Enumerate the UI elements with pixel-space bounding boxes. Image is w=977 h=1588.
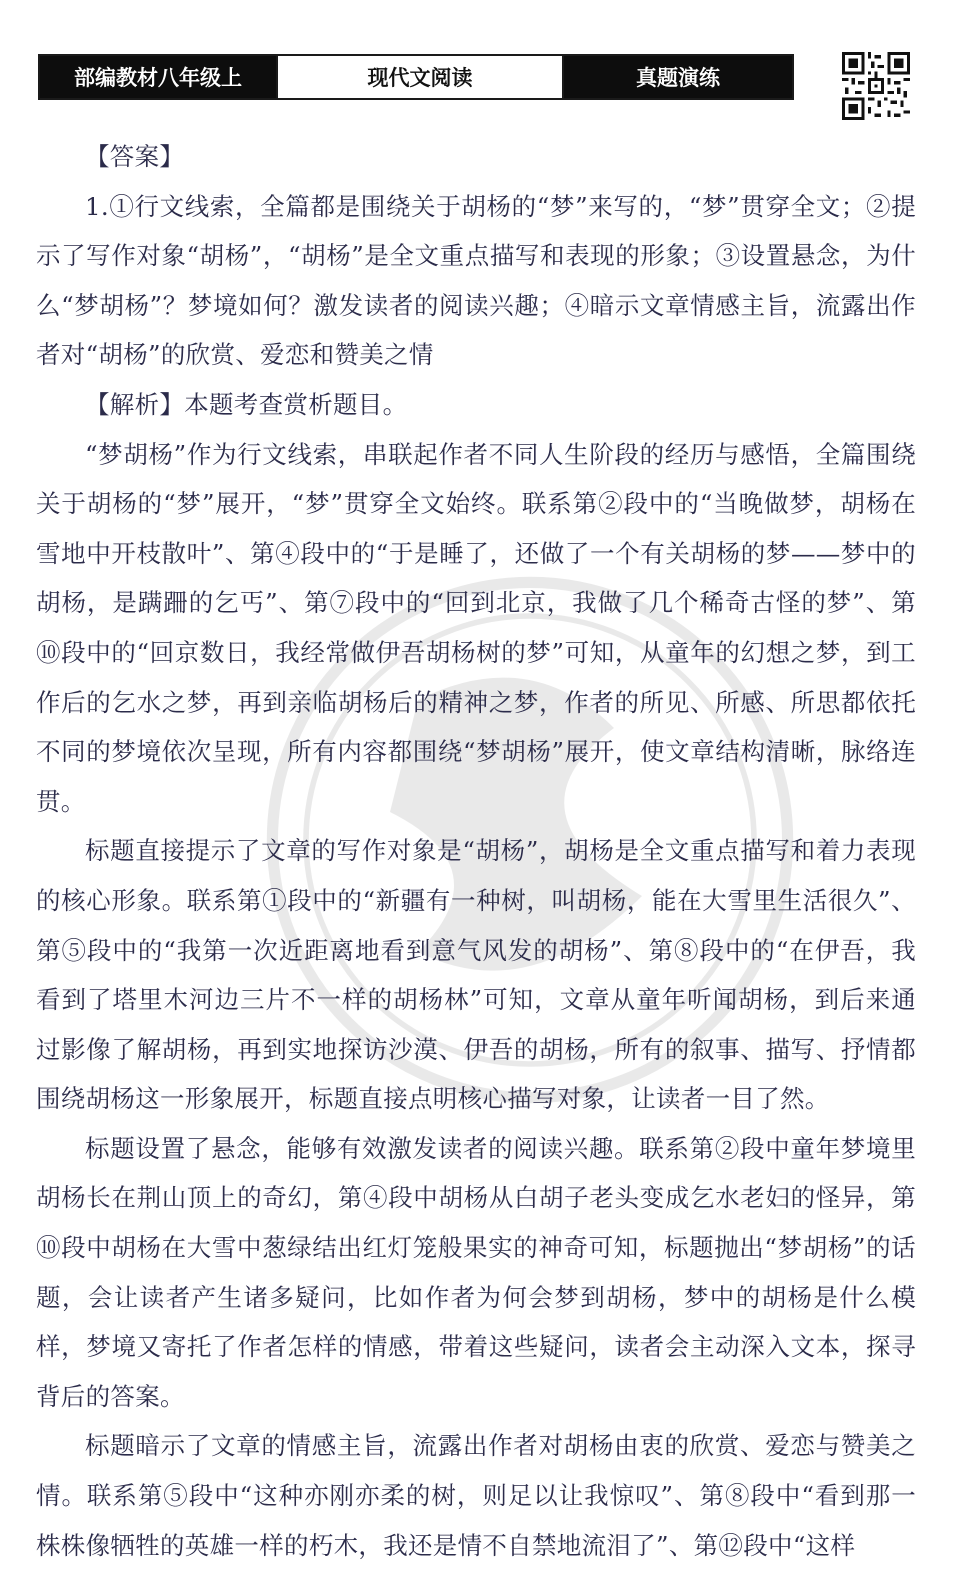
analysis-paragraph-3: 标题设置了悬念，能够有效激发读者的阅读兴趣。联系第②段中童年梦境里胡杨长在荆山顶上的奇幻，第④段中胡杨从白胡子老头变成乞水老妇的怪异，第⑩段中胡杨在大雪中葱绿结出红灯笼般果实的神奇可知，标题抛出“梦胡杨”的话题，会让读者产生诸多疑问，比如作者为何会梦到胡杨，梦中的胡杨是什么模样，梦境又寄托了作者怎样的情感，带着这些疑问，读者会主动深入文本，探寻背后的答案。 — [36, 1133, 916, 1411]
header-grade-label: 部编教材八年级上 — [40, 56, 276, 98]
answer-heading: 【答案】 — [85, 142, 185, 171]
analysis-intro: 本题考查赏析题目。 — [184, 389, 408, 419]
analysis-intro-line — [36, 380, 916, 430]
header-practice-label: 真题演练 — [564, 56, 792, 98]
header-section-label: 现代文阅读 — [276, 56, 564, 98]
page-header — [38, 54, 794, 100]
analysis-heading: 【解析】 — [85, 389, 185, 419]
analysis-paragraph-1: “梦胡杨”作为行文线索，串联起作者不同人生阶段的经历与感悟，全篇围绕关于胡杨的“梦”展开，“梦”贯穿全文始终。联系第②段中的“当晚做梦，胡杨在雪地中开枝散叶”、第④段中的“于是睡了，还做了一个有关胡杨的梦——梦中的胡杨，是蹒跚的乞丐”、第⑦段中的“回到北京，我做了几个稀奇古怪的梦”、第⑩段中的“回京数日，我经常做伊吾胡杨树的梦”可知，从童年的幻想之梦，到工作后的乞水之梦，再到亲临胡杨后的精神之梦，作者的所见、所感、所思都依托不同的梦境依次呈现，所有内容都围绕“梦胡杨”展开，使文章结构清晰，脉络连贯。 — [36, 439, 916, 816]
analysis-paragraph-4: 标题暗示了文章的情感主旨，流露出作者对胡杨由衷的欣赏、爱恋与赞美之情。联系第⑤段中“这种亦刚亦柔的树，则足以让我惊叹”、第⑧段中“看到那一株株像牺牲的英雄一样的朽木，我还是情不自禁地流泪了”、第⑫段中“这样 — [36, 1431, 916, 1560]
answer-text: 1.①行文线索，全篇都是围绕关于胡杨的“梦”来写的，“梦”贯穿全文；②提示了写作对象“胡杨”，“胡杨”是全文重点描写和表现的形象；③设置悬念，为什么“梦胡杨”？梦境如何？激发读者的阅读兴趣；④暗示文章情感主旨，流露出作者对“胡杨”的欣赏、爱恋和赞美之情 — [36, 191, 916, 370]
qr-code-icon — [842, 52, 910, 120]
analysis-paragraph-2: 标题直接提示了文章的写作对象是“胡杨”，胡杨是全文重点描写和着力表现的核心形象。联系第①段中的“新疆有一种树，叫胡杨，能在大雪里生活很久”、第⑤段中的“我第一次近距离地看到意气风发的胡杨”、第⑧段中的“在伊吾，我看到了塔里木河边三片不一样的胡杨林”可知，文章从童年听闻胡杨，到后来通过影像了解胡杨，再到实地探访沙漠、伊吾的胡杨，所有的叙事、描写、抒情都围绕胡杨这一形象展开，标题直接点明核心描写对象，让读者一目了然。 — [36, 836, 916, 1114]
answer-content — [36, 132, 916, 1570]
